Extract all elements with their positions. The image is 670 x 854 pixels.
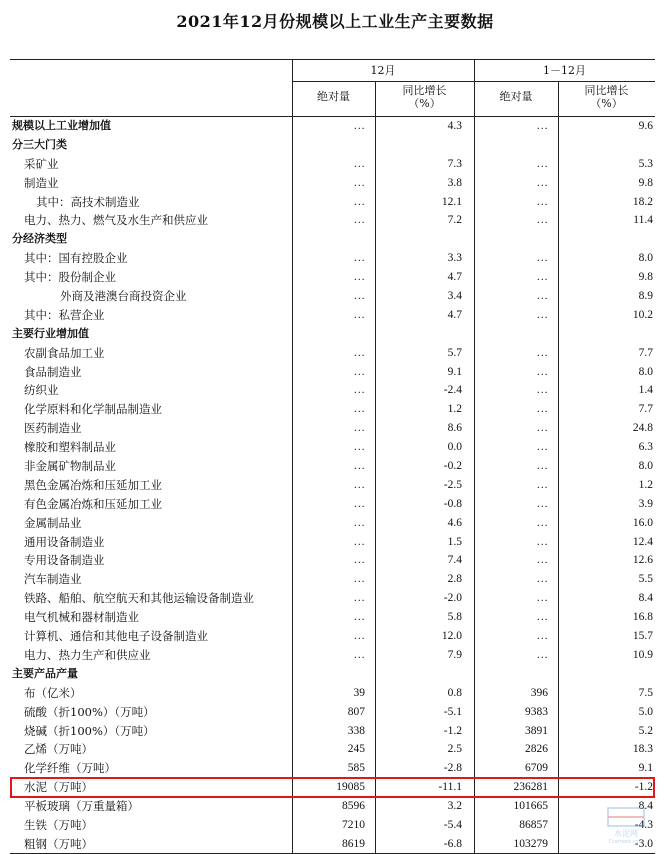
ytd-absolute-cell: … bbox=[536, 403, 548, 416]
row-label: 其中：私营企业 bbox=[24, 307, 105, 322]
table-row bbox=[10, 211, 655, 230]
month-absolute-cell: 39 bbox=[353, 686, 365, 699]
ytd-yoy-cell: 8.4 bbox=[638, 592, 653, 605]
ytd-absolute-cell: … bbox=[536, 157, 548, 170]
month-yoy-cell: 9.1 bbox=[447, 365, 462, 378]
month-absolute-cell: 807 bbox=[347, 705, 365, 718]
ytd-absolute-cell: 2826 bbox=[525, 743, 548, 756]
row-label: 电气机械和器材制造业 bbox=[24, 610, 139, 625]
header-divider bbox=[292, 81, 655, 82]
row-label: 农副食品加工业 bbox=[24, 345, 105, 360]
row-label: 医药制造业 bbox=[24, 421, 82, 436]
row-label: 金属制品业 bbox=[24, 515, 82, 530]
table-row bbox=[10, 381, 655, 400]
table-row bbox=[10, 703, 655, 722]
ytd-absolute-cell: 3891 bbox=[525, 724, 548, 737]
row-label: 平板玻璃（万重量箱） bbox=[24, 799, 139, 814]
row-label: 规模以上工业增加值 bbox=[12, 119, 111, 132]
row-label: 非金属矿物制品业 bbox=[24, 459, 116, 474]
ytd-yoy-cell: 12.6 bbox=[632, 554, 653, 567]
table-row bbox=[10, 495, 655, 514]
table-row bbox=[10, 268, 655, 287]
ytd-yoy-cell: 9.8 bbox=[638, 271, 653, 284]
header-period-ytd: 1－12月 bbox=[543, 64, 586, 77]
row-label: 分经济类型 bbox=[12, 232, 67, 246]
table-row bbox=[10, 551, 655, 570]
ytd-yoy-cell: 8.4 bbox=[638, 800, 653, 813]
ytd-yoy-cell: 12.4 bbox=[632, 535, 653, 548]
ytd-absolute-cell: 236281 bbox=[513, 781, 548, 794]
ytd-absolute-cell: … bbox=[536, 516, 548, 529]
month-yoy-cell: 0.0 bbox=[447, 441, 462, 454]
table-row bbox=[10, 514, 655, 533]
table-row bbox=[10, 306, 655, 325]
month-absolute-cell: 338 bbox=[347, 724, 365, 737]
month-yoy-cell: 12.1 bbox=[441, 195, 462, 208]
ytd-yoy-cell: 8.0 bbox=[638, 252, 653, 265]
table-row bbox=[10, 816, 655, 835]
ytd-absolute-cell: … bbox=[536, 611, 548, 624]
row-label: 计算机、通信和其他电子设备制造业 bbox=[24, 629, 208, 644]
row-label: 纺织业 bbox=[24, 383, 59, 398]
table-header bbox=[10, 59, 655, 117]
row-label: 外商及港澳台商投资企业 bbox=[60, 289, 187, 304]
month-yoy-cell: 8.6 bbox=[447, 422, 462, 435]
ytd-absolute-cell: … bbox=[536, 478, 548, 491]
ytd-yoy-cell: -3.0 bbox=[634, 837, 653, 850]
data-table bbox=[10, 59, 655, 854]
ytd-absolute-cell: 6709 bbox=[525, 762, 548, 775]
ytd-absolute-cell: … bbox=[536, 290, 548, 303]
ytd-absolute-cell: … bbox=[536, 630, 548, 643]
row-label: 电力、热力生产和供应业 bbox=[24, 647, 151, 662]
table-row bbox=[10, 608, 655, 627]
ytd-yoy-cell: 3.9 bbox=[638, 497, 653, 510]
ytd-yoy-cell: 7.5 bbox=[638, 686, 653, 699]
ytd-absolute-cell: … bbox=[536, 573, 548, 586]
month-yoy-cell: 7.9 bbox=[447, 648, 462, 661]
month-yoy-cell: 2.8 bbox=[447, 573, 462, 586]
row-label: 粗钢（万吨） bbox=[24, 836, 93, 851]
table-row bbox=[10, 835, 655, 854]
row-label: 橡胶和塑料制品业 bbox=[24, 440, 116, 455]
month-yoy-cell: 4.6 bbox=[447, 516, 462, 529]
month-absolute-cell: 8596 bbox=[342, 800, 365, 813]
month-absolute-cell: … bbox=[353, 648, 365, 661]
month-yoy-cell: -0.8 bbox=[443, 497, 462, 510]
month-absolute-cell: 19085 bbox=[336, 781, 365, 794]
table-row bbox=[10, 589, 655, 608]
watermark-text-en: Ccement.com bbox=[608, 839, 644, 844]
ytd-yoy-cell: 9.8 bbox=[638, 176, 653, 189]
ytd-yoy-cell: 5.0 bbox=[638, 705, 653, 718]
month-absolute-cell: … bbox=[353, 252, 365, 265]
ytd-yoy-cell: 16.0 bbox=[632, 516, 653, 529]
section-header-row bbox=[10, 325, 655, 344]
ytd-yoy-cell: 7.7 bbox=[638, 403, 653, 416]
ytd-absolute-cell: … bbox=[536, 308, 548, 321]
ytd-absolute-cell: … bbox=[536, 365, 548, 378]
section-header-row bbox=[10, 230, 655, 249]
ytd-absolute-cell: … bbox=[536, 214, 548, 227]
ytd-absolute-cell: … bbox=[536, 554, 548, 567]
table-row bbox=[10, 363, 655, 382]
watermark-logo bbox=[604, 804, 648, 844]
row-label: 主要行业增加值 bbox=[12, 326, 89, 340]
table-row bbox=[10, 740, 655, 759]
row-label: 电力、热力、燃气及水生产和供应业 bbox=[24, 213, 208, 228]
highlight-box bbox=[10, 777, 655, 799]
ytd-absolute-cell: … bbox=[536, 648, 548, 661]
ytd-yoy-cell: 18.2 bbox=[632, 195, 653, 208]
month-yoy-cell: 7.2 bbox=[447, 214, 462, 227]
month-yoy-cell: 7.3 bbox=[447, 157, 462, 170]
ytd-yoy-cell: 1.4 bbox=[638, 384, 653, 397]
ytd-absolute-cell: … bbox=[536, 271, 548, 284]
ytd-yoy-cell: 5.3 bbox=[638, 157, 653, 170]
table-body bbox=[10, 117, 655, 854]
header-period-month: 12月 bbox=[370, 64, 396, 77]
row-label: 通用设备制造业 bbox=[24, 534, 105, 549]
header-yoy-line2: （%） bbox=[408, 97, 441, 110]
ytd-absolute-cell: … bbox=[536, 535, 548, 548]
header-yoy-line1: 同比增长 bbox=[402, 84, 447, 97]
month-yoy-cell: 4.7 bbox=[447, 271, 462, 284]
watermark-text: 水泥网 bbox=[614, 829, 638, 838]
table-row bbox=[10, 438, 655, 457]
month-yoy-cell: 4.7 bbox=[447, 308, 462, 321]
ytd-absolute-cell: … bbox=[536, 252, 548, 265]
table-row bbox=[10, 117, 655, 136]
ytd-yoy-cell: 15.7 bbox=[632, 630, 653, 643]
month-absolute-cell: … bbox=[353, 535, 365, 548]
row-label: 制造业 bbox=[24, 175, 59, 190]
month-yoy-cell: 3.2 bbox=[447, 800, 462, 813]
row-label: 专用设备制造业 bbox=[24, 553, 105, 568]
month-absolute-cell: … bbox=[353, 422, 365, 435]
table-row bbox=[10, 344, 655, 363]
month-yoy-cell: -2.5 bbox=[443, 478, 462, 491]
ytd-yoy-cell: 5.5 bbox=[638, 573, 653, 586]
ytd-absolute-cell: … bbox=[536, 384, 548, 397]
row-label: 硫酸（折100%）（万吨） bbox=[24, 704, 155, 719]
month-yoy-cell: 1.5 bbox=[447, 535, 462, 548]
month-absolute-cell: … bbox=[353, 592, 365, 605]
ytd-yoy-cell: 8.0 bbox=[638, 365, 653, 378]
month-absolute-cell: … bbox=[353, 611, 365, 624]
month-absolute-cell: 7210 bbox=[342, 818, 365, 831]
month-absolute-cell: … bbox=[353, 120, 365, 132]
table-row bbox=[10, 533, 655, 552]
month-absolute-cell: 8619 bbox=[342, 837, 365, 850]
table-row bbox=[10, 457, 655, 476]
ytd-yoy-cell: -1.2 bbox=[634, 781, 653, 794]
ytd-absolute-cell: … bbox=[536, 592, 548, 605]
month-absolute-cell: … bbox=[353, 384, 365, 397]
ytd-yoy-cell: 18.3 bbox=[632, 743, 653, 756]
table-row bbox=[10, 419, 655, 438]
month-yoy-cell: 5.8 bbox=[447, 611, 462, 624]
table-row bbox=[10, 722, 655, 741]
header-abs-month: 绝对量 bbox=[317, 90, 350, 103]
month-yoy-cell: 1.2 bbox=[447, 403, 462, 416]
ytd-yoy-cell: 9.6 bbox=[638, 120, 653, 132]
month-yoy-cell: -2.8 bbox=[443, 762, 462, 775]
row-label: 铁路、船舶、航空航天和其他运输设备制造业 bbox=[24, 591, 254, 606]
table-row bbox=[10, 759, 655, 778]
ytd-absolute-cell: … bbox=[536, 176, 548, 189]
row-label: 汽车制造业 bbox=[24, 572, 82, 587]
header-abs-ytd: 绝对量 bbox=[499, 90, 533, 103]
row-label: 化学纤维（万吨） bbox=[24, 761, 116, 776]
month-absolute-cell: … bbox=[353, 554, 365, 567]
ytd-absolute-cell: 396 bbox=[530, 686, 548, 699]
month-absolute-cell: … bbox=[353, 441, 365, 454]
month-absolute-cell: … bbox=[353, 346, 365, 359]
page-title: 2021年12月份规模以上工业生产主要数据 bbox=[176, 12, 494, 31]
header-yoy-month bbox=[375, 84, 474, 110]
month-yoy-cell: 3.8 bbox=[447, 176, 462, 189]
table-row bbox=[10, 400, 655, 419]
ytd-yoy-cell: -4.3 bbox=[634, 818, 653, 831]
month-absolute-cell: … bbox=[353, 573, 365, 586]
ytd-absolute-cell: … bbox=[536, 497, 548, 510]
month-absolute-cell: … bbox=[353, 308, 365, 321]
table-row bbox=[10, 797, 655, 816]
ytd-yoy-cell: 24.8 bbox=[632, 422, 653, 435]
month-absolute-cell: … bbox=[353, 516, 365, 529]
section-header-row bbox=[10, 665, 655, 684]
row-label: 有色金属冶炼和压延加工业 bbox=[24, 496, 162, 511]
table-row bbox=[10, 684, 655, 703]
ytd-yoy-cell: 5.2 bbox=[638, 724, 653, 737]
section-header-row bbox=[10, 136, 655, 155]
row-label: 布（亿米） bbox=[24, 685, 82, 700]
row-label: 食品制造业 bbox=[24, 364, 82, 379]
ytd-yoy-cell: 11.4 bbox=[633, 214, 653, 227]
table-row bbox=[10, 570, 655, 589]
month-yoy-cell: 12.0 bbox=[441, 630, 462, 643]
ytd-absolute-cell: … bbox=[536, 195, 548, 208]
row-label: 乙烯（万吨） bbox=[24, 742, 93, 757]
ytd-absolute-cell: … bbox=[536, 120, 548, 132]
row-label: 烧碱（折100%）（万吨） bbox=[24, 723, 155, 738]
ytd-yoy-cell: 16.8 bbox=[632, 611, 653, 624]
table-row bbox=[10, 646, 655, 665]
month-absolute-cell: … bbox=[353, 271, 365, 284]
table-row bbox=[10, 193, 655, 212]
month-yoy-cell: -6.8 bbox=[443, 837, 462, 850]
month-yoy-cell: 3.4 bbox=[447, 290, 462, 303]
month-yoy-cell: 5.7 bbox=[447, 346, 462, 359]
month-absolute-cell: … bbox=[353, 460, 365, 473]
month-absolute-cell: … bbox=[353, 497, 365, 510]
ytd-absolute-cell: … bbox=[536, 441, 548, 454]
row-label: 采矿业 bbox=[24, 156, 59, 171]
ytd-yoy-cell: 10.9 bbox=[632, 648, 653, 661]
row-label: 黑色金属冶炼和压延加工业 bbox=[24, 477, 162, 492]
ytd-absolute-cell: 86857 bbox=[519, 818, 548, 831]
month-absolute-cell: … bbox=[353, 630, 365, 643]
row-label: 主要产品产量 bbox=[12, 666, 78, 680]
month-absolute-cell: 245 bbox=[347, 743, 365, 756]
ytd-absolute-cell: … bbox=[536, 346, 548, 359]
month-absolute-cell: … bbox=[353, 290, 365, 303]
table-row bbox=[10, 174, 655, 193]
month-absolute-cell: … bbox=[353, 195, 365, 208]
row-label: 生铁（万吨） bbox=[24, 817, 93, 832]
month-yoy-cell: -11.1 bbox=[438, 781, 462, 794]
row-label: 其中：国有控股企业 bbox=[24, 251, 128, 266]
month-absolute-cell: … bbox=[353, 478, 365, 491]
month-yoy-cell: -1.2 bbox=[443, 724, 462, 737]
month-yoy-cell: -5.4 bbox=[443, 818, 462, 831]
month-yoy-cell: 3.3 bbox=[447, 252, 462, 265]
table-row bbox=[10, 476, 655, 495]
ytd-absolute-cell: … bbox=[536, 460, 548, 473]
table-row bbox=[10, 155, 655, 174]
month-yoy-cell: -5.1 bbox=[443, 705, 462, 718]
row-label: 其中：股份制企业 bbox=[24, 270, 116, 285]
ytd-absolute-cell: 9383 bbox=[525, 705, 548, 718]
table-row bbox=[10, 249, 655, 268]
ytd-yoy-cell: 8.0 bbox=[638, 460, 653, 473]
month-yoy-cell: 4.3 bbox=[447, 120, 462, 132]
ytd-absolute-cell: … bbox=[536, 422, 548, 435]
month-yoy-cell: 0.8 bbox=[447, 686, 462, 699]
month-yoy-cell: -2.4 bbox=[443, 384, 462, 397]
header-yoy-line2: （%） bbox=[590, 97, 623, 110]
month-absolute-cell: … bbox=[353, 214, 365, 227]
month-yoy-cell: 2.5 bbox=[447, 743, 462, 756]
ytd-yoy-cell: 9.1 bbox=[638, 762, 653, 775]
ytd-absolute-cell: 101665 bbox=[513, 800, 548, 813]
ytd-yoy-cell: 1.2 bbox=[638, 478, 653, 491]
month-absolute-cell: … bbox=[353, 176, 365, 189]
header-yoy-ytd bbox=[558, 84, 655, 110]
month-yoy-cell: 7.4 bbox=[447, 554, 462, 567]
table-row bbox=[10, 627, 655, 646]
table-row bbox=[10, 287, 655, 306]
row-label: 水泥（万吨） bbox=[24, 780, 93, 795]
ytd-yoy-cell: 7.7 bbox=[638, 346, 653, 359]
ytd-absolute-cell: 103279 bbox=[513, 837, 548, 850]
row-label: 其中：高技术制造业 bbox=[36, 194, 140, 209]
month-absolute-cell: 585 bbox=[347, 762, 365, 775]
row-label: 分三大门类 bbox=[12, 137, 67, 151]
month-absolute-cell: … bbox=[353, 365, 365, 378]
month-absolute-cell: … bbox=[353, 403, 365, 416]
ytd-yoy-cell: 10.2 bbox=[632, 308, 653, 321]
row-label: 化学原料和化学制品制造业 bbox=[24, 402, 162, 417]
month-yoy-cell: -0.2 bbox=[443, 460, 462, 473]
month-yoy-cell: -2.0 bbox=[443, 592, 462, 605]
ytd-yoy-cell: 6.3 bbox=[638, 441, 653, 454]
ytd-yoy-cell: 8.9 bbox=[638, 290, 653, 303]
month-absolute-cell: … bbox=[353, 157, 365, 170]
header-yoy-line1: 同比增长 bbox=[584, 84, 629, 97]
